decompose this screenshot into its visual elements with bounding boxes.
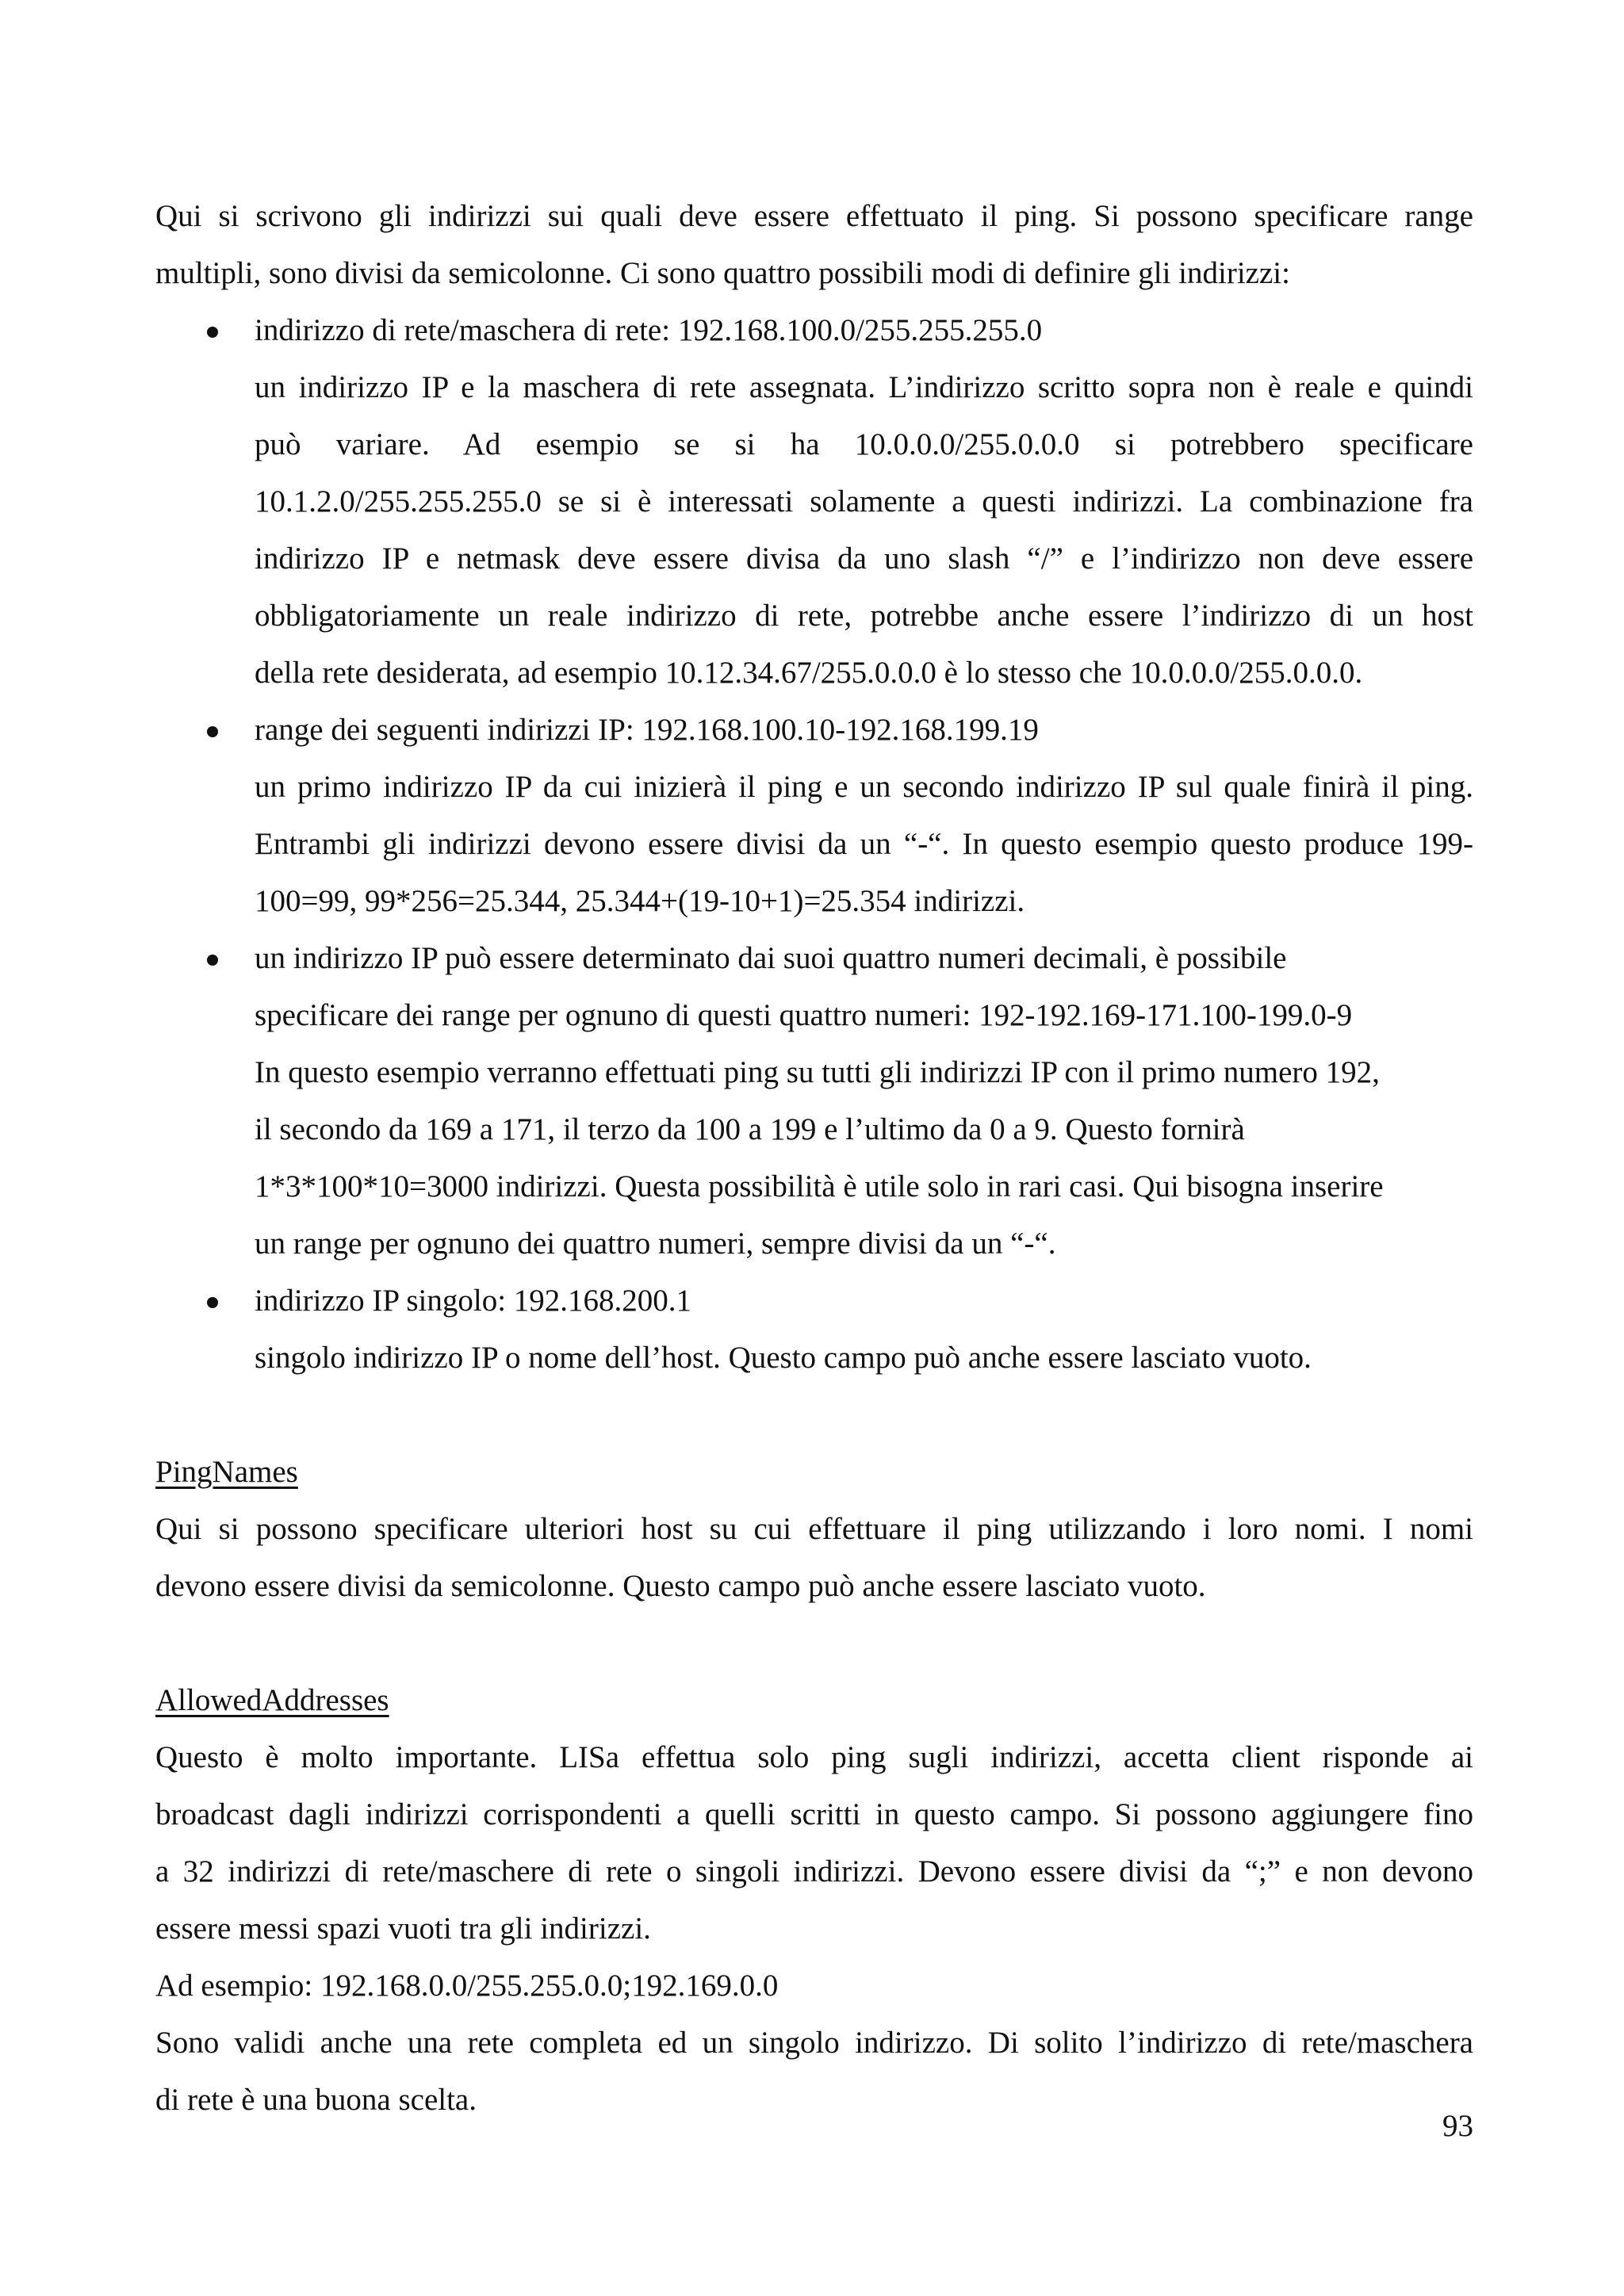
bullet-icon xyxy=(207,1297,218,1308)
section-allowedaddresses xyxy=(155,1672,1473,2129)
text-line: obbligatoriamente un reale indirizzo di rete, potrebbe anche essere l’indirizzo di un host xyxy=(255,599,1473,633)
list-item xyxy=(155,702,1473,930)
list-item-title: range dei seguenti indirizzi IP: 192.168.100.10-192.168.199.19 xyxy=(255,713,1039,747)
text-line: devono essere divisi da semicolonne. Questo campo può anche essere lasciato vuoto. xyxy=(155,1569,1206,1603)
text-line: singolo indirizzo IP o nome dell’host. Questo campo può anche essere lasciato vuoto. xyxy=(255,1341,1312,1375)
text-line: Sono validi anche una rete completa ed un singolo indirizzo. Di solito l’indirizzo di rete/maschera xyxy=(155,2026,1473,2060)
text-line: a 32 indirizzi di rete/maschere di rete o singoli indirizzi. Devono essere divisi da “;” e non devono xyxy=(155,1854,1473,1888)
text-line: specificare dei range per ognuno di questi quattro numeri: 192-192.169-171.100-199.0-9 xyxy=(255,998,1353,1032)
text-line: di rete è una buona scelta. xyxy=(155,2083,477,2117)
list-item-title: un indirizzo IP può essere determinato dai suoi quattro numeri decimali, è possibile xyxy=(255,941,1287,975)
text-line: Qui si scrivono gli indirizzi sui quali deve essere effettuato il ping. Si possono specificare range xyxy=(155,199,1473,233)
section-heading: PingNames xyxy=(155,1455,298,1489)
text-line: un range per ognuno dei quattro numeri, sempre divisi da un “-“. xyxy=(255,1226,1056,1261)
text-line: In questo esempio verranno effettuati ping su tutti gli indirizzi IP con il primo numero 192, xyxy=(255,1055,1380,1089)
intro-paragraph xyxy=(155,188,1473,302)
section-pingnames xyxy=(155,1444,1473,1615)
text-line: un primo indirizzo IP da cui inizierà il ping e un secondo indirizzo IP sul quale finirà il ping. xyxy=(255,770,1473,804)
text-line: indirizzo IP e netmask deve essere divisa da uno slash “/” e l’indirizzo non deve essere xyxy=(255,541,1473,576)
list-item-title: indirizzo IP singolo: 192.168.200.1 xyxy=(255,1284,692,1318)
text-line: Qui si possono specificare ulteriori host su cui effettuare il ping utilizzando i loro nomi. I nomi xyxy=(155,1512,1473,1546)
text-line: Ad esempio: 192.168.0.0/255.255.0.0;192.169.0.0 xyxy=(155,1969,779,2003)
bullet-icon xyxy=(207,955,218,966)
section-heading: AllowedAddresses xyxy=(155,1683,389,1717)
bullet-icon xyxy=(207,726,218,737)
text-line: della rete desiderata, ad esempio 10.12.34.67/255.0.0.0 è lo stesso che 10.0.0.0/255.0.0.0. xyxy=(255,656,1363,690)
bullet-icon xyxy=(207,327,218,338)
list-item xyxy=(155,930,1473,1272)
page-body xyxy=(155,188,1473,2129)
text-line: 10.1.2.0/255.255.255.0 se si è interessati solamente a questi indirizzi. La combinazione fra xyxy=(255,484,1473,519)
text-line: il secondo da 169 a 171, il terzo da 100 a 199 e l’ultimo da 0 a 9. Questo fornirà xyxy=(255,1112,1245,1146)
text-line: 1*3*100*10=3000 indirizzi. Questa possibilità è utile solo in rari casi. Qui bisogna inserire xyxy=(255,1169,1384,1203)
text-line: broadcast dagli indirizzi corrispondenti a quelli scritti in questo campo. Si possono aggiungere fino xyxy=(155,1797,1473,1831)
text-line: essere messi spazi vuoti tra gli indirizzi. xyxy=(155,1911,651,1946)
text-line: Entrambi gli indirizzi devono essere divisi da un “-“. In questo esempio questo produce 199- xyxy=(255,827,1473,861)
list-item xyxy=(155,302,1473,702)
address-format-list xyxy=(155,302,1473,1387)
text-line: Questo è molto importante. LISa effettua solo ping sugli indirizzi, accetta client risponde ai xyxy=(155,1740,1473,1774)
page-number: 93 xyxy=(1442,2109,1473,2143)
text-line: può variare. Ad esempio se si ha 10.0.0.0/255.0.0.0 si potrebbero specificare xyxy=(255,427,1473,461)
text-line: 100=99, 99*256=25.344, 25.344+(19-10+1)=25.354 indirizzi. xyxy=(255,884,1025,918)
text-line: un indirizzo IP e la maschera di rete assegnata. L’indirizzo scritto sopra non è reale e quindi xyxy=(255,370,1473,404)
list-item-title: indirizzo di rete/maschera di rete: 192.168.100.0/255.255.255.0 xyxy=(255,313,1043,347)
list-item xyxy=(155,1272,1473,1387)
text-line: multipli, sono divisi da semicolonne. Ci sono quattro possibili modi di definire gli indirizzi: xyxy=(155,256,1290,290)
